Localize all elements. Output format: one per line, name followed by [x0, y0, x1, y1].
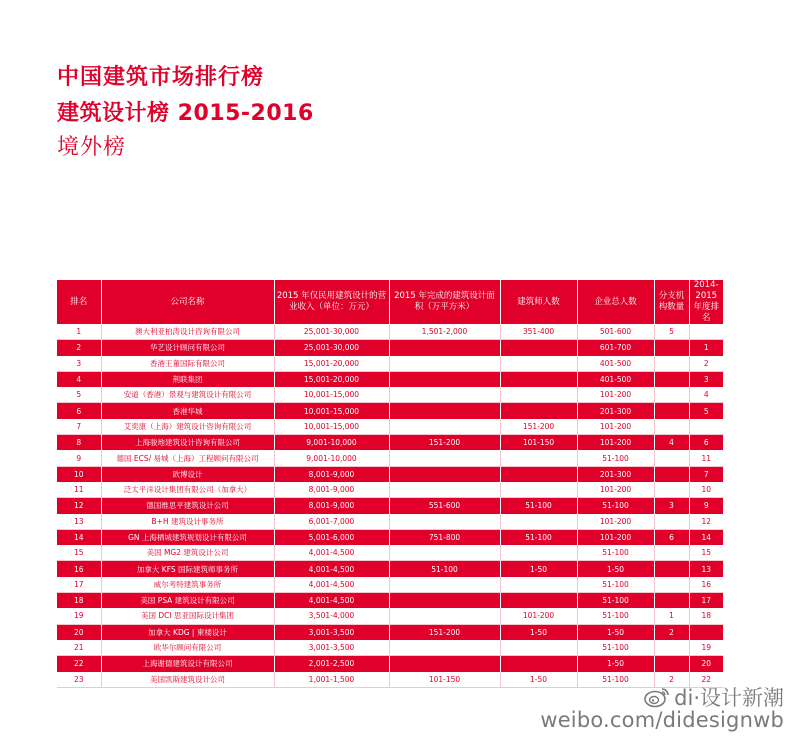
- cell-area: [389, 545, 500, 561]
- cell-rank: 4: [57, 371, 101, 387]
- cell-company: 澳大利亚柏涛设计咨询有限公司: [101, 324, 274, 340]
- watermark-brand-text: di·设计新潮: [674, 686, 784, 710]
- table-row: [57, 356, 723, 372]
- cell-staff: 201-300: [577, 466, 654, 482]
- cell-branches: [654, 656, 689, 672]
- cell-rank: 14: [57, 529, 101, 545]
- cell-branches: [654, 356, 689, 372]
- cell-area: [389, 466, 500, 482]
- cell-staff: 101-200: [577, 387, 654, 403]
- cell-company: 艾奕康（上海）建筑设计咨询有限公司: [101, 419, 274, 435]
- cell-branches: [654, 403, 689, 419]
- cell-architects: [500, 450, 577, 466]
- cell-branches: [654, 593, 689, 609]
- cell-rank: 3: [57, 356, 101, 372]
- cell-prev-rank: 13: [689, 561, 723, 577]
- cell-prev-rank: 14: [689, 529, 723, 545]
- cell-prev-rank: 7: [689, 466, 723, 482]
- cell-revenue: 8,001-9,000: [274, 466, 389, 482]
- cell-architects: [500, 640, 577, 656]
- cell-architects: [500, 371, 577, 387]
- cell-revenue: 25,001-30,000: [274, 340, 389, 356]
- cell-architects: [500, 656, 577, 672]
- cell-area: [389, 656, 500, 672]
- ranking-table: [57, 280, 723, 688]
- cell-rank: 9: [57, 450, 101, 466]
- cell-revenue: 2,001-2,500: [274, 656, 389, 672]
- header-area: 2015 年完成的建筑设计面积（万平方米）: [389, 280, 500, 324]
- cell-rank: 13: [57, 514, 101, 530]
- cell-branches: [654, 371, 689, 387]
- cell-revenue: 3,001-3,500: [274, 624, 389, 640]
- watermark-url: weibo.com/didesignwb: [540, 708, 784, 732]
- cell-company: 德国维思平建筑设计公司: [101, 498, 274, 514]
- page-subtitle: 建筑设计榜 2015-2016: [57, 101, 314, 126]
- table-row: [57, 435, 723, 451]
- cell-area: [389, 608, 500, 624]
- cell-prev-rank: 16: [689, 577, 723, 593]
- cell-area: [389, 356, 500, 372]
- cell-staff: 51-100: [577, 640, 654, 656]
- cell-branches: [654, 482, 689, 498]
- cell-architects: [500, 482, 577, 498]
- cell-branches: 3: [654, 498, 689, 514]
- cell-revenue: 4,001-4,500: [274, 593, 389, 609]
- cell-company: B+H 建筑设计事务所: [101, 514, 274, 530]
- cell-prev-rank: 9: [689, 498, 723, 514]
- cell-rank: 16: [57, 561, 101, 577]
- cell-prev-rank: 10: [689, 482, 723, 498]
- header-staff: 企业总人数: [577, 280, 654, 324]
- cell-prev-rank: 12: [689, 514, 723, 530]
- cell-branches: [654, 340, 689, 356]
- cell-staff: 51-100: [577, 450, 654, 466]
- table-row: [57, 466, 723, 482]
- section-title: 境外榜: [57, 135, 127, 160]
- cell-prev-rank: 20: [689, 656, 723, 672]
- table-row: [57, 371, 723, 387]
- cell-architects: [500, 340, 577, 356]
- table-row: [57, 577, 723, 593]
- cell-area: 151-200: [389, 624, 500, 640]
- table-row: [57, 450, 723, 466]
- cell-staff: 51-100: [577, 593, 654, 609]
- cell-revenue: 8,001-9,000: [274, 482, 389, 498]
- table-row: [57, 482, 723, 498]
- cell-company: 威尔考特建筑事务所: [101, 577, 274, 593]
- cell-prev-rank: 22: [689, 672, 723, 688]
- cell-prev-rank: 19: [689, 640, 723, 656]
- cell-area: [389, 419, 500, 435]
- table-row: [57, 387, 723, 403]
- cell-rank: 17: [57, 577, 101, 593]
- cell-architects: 101-150: [500, 435, 577, 451]
- cell-staff: 101-200: [577, 419, 654, 435]
- header-prev-rank: 2014-2015 年度排名: [689, 280, 723, 324]
- cell-staff: 101-200: [577, 435, 654, 451]
- cell-area: [389, 593, 500, 609]
- table-row: [57, 656, 723, 672]
- cell-company: 泛太平洋设计集团有限公司（加拿大）: [101, 482, 274, 498]
- cell-architects: 1-50: [500, 561, 577, 577]
- cell-area: [389, 340, 500, 356]
- cell-company: 欧博设计: [101, 466, 274, 482]
- cell-architects: [500, 593, 577, 609]
- cell-company: 荆联集团: [101, 371, 274, 387]
- cell-company: 上海骏地建筑设计咨询有限公司: [101, 435, 274, 451]
- cell-revenue: 10,001-15,000: [274, 419, 389, 435]
- cell-revenue: 15,001-20,000: [274, 356, 389, 372]
- table-row: [57, 672, 723, 688]
- cell-rank: 18: [57, 593, 101, 609]
- header-revenue: 2015 年仅民用建筑设计的营业收入（单位：万元）: [274, 280, 389, 324]
- cell-architects: [500, 403, 577, 419]
- cell-architects: [500, 577, 577, 593]
- cell-staff: 601-700: [577, 340, 654, 356]
- cell-area: [389, 403, 500, 419]
- cell-company: 德国 ECS/ 易城（上海）工程顾问有限公司: [101, 450, 274, 466]
- page-title: 中国建筑市场排行榜: [57, 65, 265, 90]
- cell-architects: 51-100: [500, 529, 577, 545]
- cell-prev-rank: 6: [689, 435, 723, 451]
- cell-architects: 351-400: [500, 324, 577, 340]
- cell-staff: 51-100: [577, 545, 654, 561]
- table-body: [57, 324, 723, 687]
- cell-architects: 1-50: [500, 672, 577, 688]
- cell-branches: [654, 419, 689, 435]
- cell-architects: 51-100: [500, 498, 577, 514]
- cell-prev-rank: [689, 419, 723, 435]
- cell-staff: 501-600: [577, 324, 654, 340]
- cell-area: 101-150: [389, 672, 500, 688]
- cell-revenue: 5,001-6,000: [274, 529, 389, 545]
- cell-staff: 51-100: [577, 577, 654, 593]
- cell-architects: [500, 545, 577, 561]
- cell-area: 551-600: [389, 498, 500, 514]
- cell-company: 华艺设计顾问有限公司: [101, 340, 274, 356]
- cell-revenue: 15,001-20,000: [274, 371, 389, 387]
- cell-branches: [654, 545, 689, 561]
- cell-branches: 2: [654, 672, 689, 688]
- cell-company: 美国凯斯建筑设计公司: [101, 672, 274, 688]
- header-architects: 建筑师人数: [500, 280, 577, 324]
- cell-rank: 8: [57, 435, 101, 451]
- cell-area: 751-800: [389, 529, 500, 545]
- cell-revenue: 6,001-7,000: [274, 514, 389, 530]
- cell-prev-rank: 11: [689, 450, 723, 466]
- cell-revenue: 3,001-3,500: [274, 640, 389, 656]
- cell-rank: 23: [57, 672, 101, 688]
- cell-architects: [500, 466, 577, 482]
- cell-revenue: 8,001-9,000: [274, 498, 389, 514]
- cell-revenue: 9,001-10,000: [274, 450, 389, 466]
- table-row: [57, 529, 723, 545]
- table-row: [57, 624, 723, 640]
- cell-rank: 1: [57, 324, 101, 340]
- cell-area: 51-100: [389, 561, 500, 577]
- cell-branches: 4: [654, 435, 689, 451]
- cell-staff: 1-50: [577, 656, 654, 672]
- cell-prev-rank: 2: [689, 356, 723, 372]
- cell-revenue: 4,001-4,500: [274, 561, 389, 577]
- cell-company: 加拿大 KDG | 柬楼设计: [101, 624, 274, 640]
- cell-revenue: 10,001-15,000: [274, 403, 389, 419]
- cell-revenue: 4,001-4,500: [274, 545, 389, 561]
- cell-staff: 101-200: [577, 529, 654, 545]
- cell-area: [389, 387, 500, 403]
- cell-prev-rank: 15: [689, 545, 723, 561]
- cell-prev-rank: [689, 624, 723, 640]
- cell-architects: 151-200: [500, 419, 577, 435]
- cell-branches: 1: [654, 608, 689, 624]
- cell-branches: [654, 640, 689, 656]
- cell-rank: 22: [57, 656, 101, 672]
- cell-rank: 2: [57, 340, 101, 356]
- cell-branches: [654, 561, 689, 577]
- cell-staff: 51-100: [577, 672, 654, 688]
- cell-prev-rank: 17: [689, 593, 723, 609]
- cell-company: 美国 PSA 建筑设计有限公司: [101, 593, 274, 609]
- cell-revenue: 10,001-15,000: [274, 387, 389, 403]
- table-row: [57, 561, 723, 577]
- cell-prev-rank: 18: [689, 608, 723, 624]
- cell-company: 美国 MG2 建筑设计公司: [101, 545, 274, 561]
- cell-branches: [654, 514, 689, 530]
- cell-company: 加拿大 KFS 国际建筑师事务所: [101, 561, 274, 577]
- header-company: 公司名称: [101, 280, 274, 324]
- cell-company: 欧华尔顾问有限公司: [101, 640, 274, 656]
- cell-company: 香港华城: [101, 403, 274, 419]
- cell-rank: 10: [57, 466, 101, 482]
- table-header-row: [57, 280, 723, 324]
- cell-rank: 21: [57, 640, 101, 656]
- cell-staff: 1-50: [577, 624, 654, 640]
- cell-revenue: 25,001-30,000: [274, 324, 389, 340]
- table-row: [57, 640, 723, 656]
- cell-staff: 51-100: [577, 498, 654, 514]
- cell-rank: 19: [57, 608, 101, 624]
- cell-area: [389, 640, 500, 656]
- table-row: [57, 608, 723, 624]
- cell-company: 美国 DCI 思亚国际设计集团: [101, 608, 274, 624]
- cell-prev-rank: 3: [689, 371, 723, 387]
- table-row: [57, 324, 723, 340]
- header-rank: 排名: [57, 280, 101, 324]
- cell-prev-rank: 5: [689, 403, 723, 419]
- table-row: [57, 545, 723, 561]
- cell-area: [389, 450, 500, 466]
- cell-staff: 401-500: [577, 356, 654, 372]
- table-row: [57, 593, 723, 609]
- cell-area: [389, 482, 500, 498]
- cell-staff: 1-50: [577, 561, 654, 577]
- cell-area: 1,501-2,000: [389, 324, 500, 340]
- cell-revenue: 1,001-1,500: [274, 672, 389, 688]
- header-branches: 分支机构数量: [654, 280, 689, 324]
- cell-branches: [654, 387, 689, 403]
- cell-architects: [500, 356, 577, 372]
- cell-revenue: 4,001-4,500: [274, 577, 389, 593]
- cell-area: 151-200: [389, 435, 500, 451]
- cell-staff: 401-500: [577, 371, 654, 387]
- cell-architects: [500, 387, 577, 403]
- cell-prev-rank: 1: [689, 340, 723, 356]
- cell-staff: 101-200: [577, 514, 654, 530]
- cell-architects: [500, 514, 577, 530]
- cell-branches: [654, 466, 689, 482]
- table-row: [57, 498, 723, 514]
- cell-company: 香港王董国际有限公司: [101, 356, 274, 372]
- cell-staff: 51-100: [577, 608, 654, 624]
- cell-area: [389, 371, 500, 387]
- table-row: [57, 403, 723, 419]
- cell-revenue: 9,001-10,000: [274, 435, 389, 451]
- cell-architects: 1-50: [500, 624, 577, 640]
- cell-branches: [654, 450, 689, 466]
- table-row: [57, 419, 723, 435]
- cell-branches: 2: [654, 624, 689, 640]
- cell-company: 上海谢德建筑设计有限公司: [101, 656, 274, 672]
- cell-staff: 201-300: [577, 403, 654, 419]
- cell-rank: 12: [57, 498, 101, 514]
- table-row: [57, 340, 723, 356]
- cell-prev-rank: [689, 324, 723, 340]
- cell-revenue: 3,501-4,000: [274, 608, 389, 624]
- cell-company: GN 上海栖城建筑规划设计有限公司: [101, 529, 274, 545]
- cell-rank: 5: [57, 387, 101, 403]
- cell-architects: 101-200: [500, 608, 577, 624]
- cell-area: [389, 514, 500, 530]
- cell-rank: 20: [57, 624, 101, 640]
- cell-rank: 6: [57, 403, 101, 419]
- table-row: [57, 514, 723, 530]
- cell-rank: 7: [57, 419, 101, 435]
- cell-rank: 11: [57, 482, 101, 498]
- cell-prev-rank: 4: [689, 387, 723, 403]
- cell-branches: 5: [654, 324, 689, 340]
- cell-company: 安道（香港）景观与建筑设计有限公司: [101, 387, 274, 403]
- cell-rank: 15: [57, 545, 101, 561]
- cell-area: [389, 577, 500, 593]
- cell-staff: 101-200: [577, 482, 654, 498]
- cell-branches: 6: [654, 529, 689, 545]
- cell-branches: [654, 577, 689, 593]
